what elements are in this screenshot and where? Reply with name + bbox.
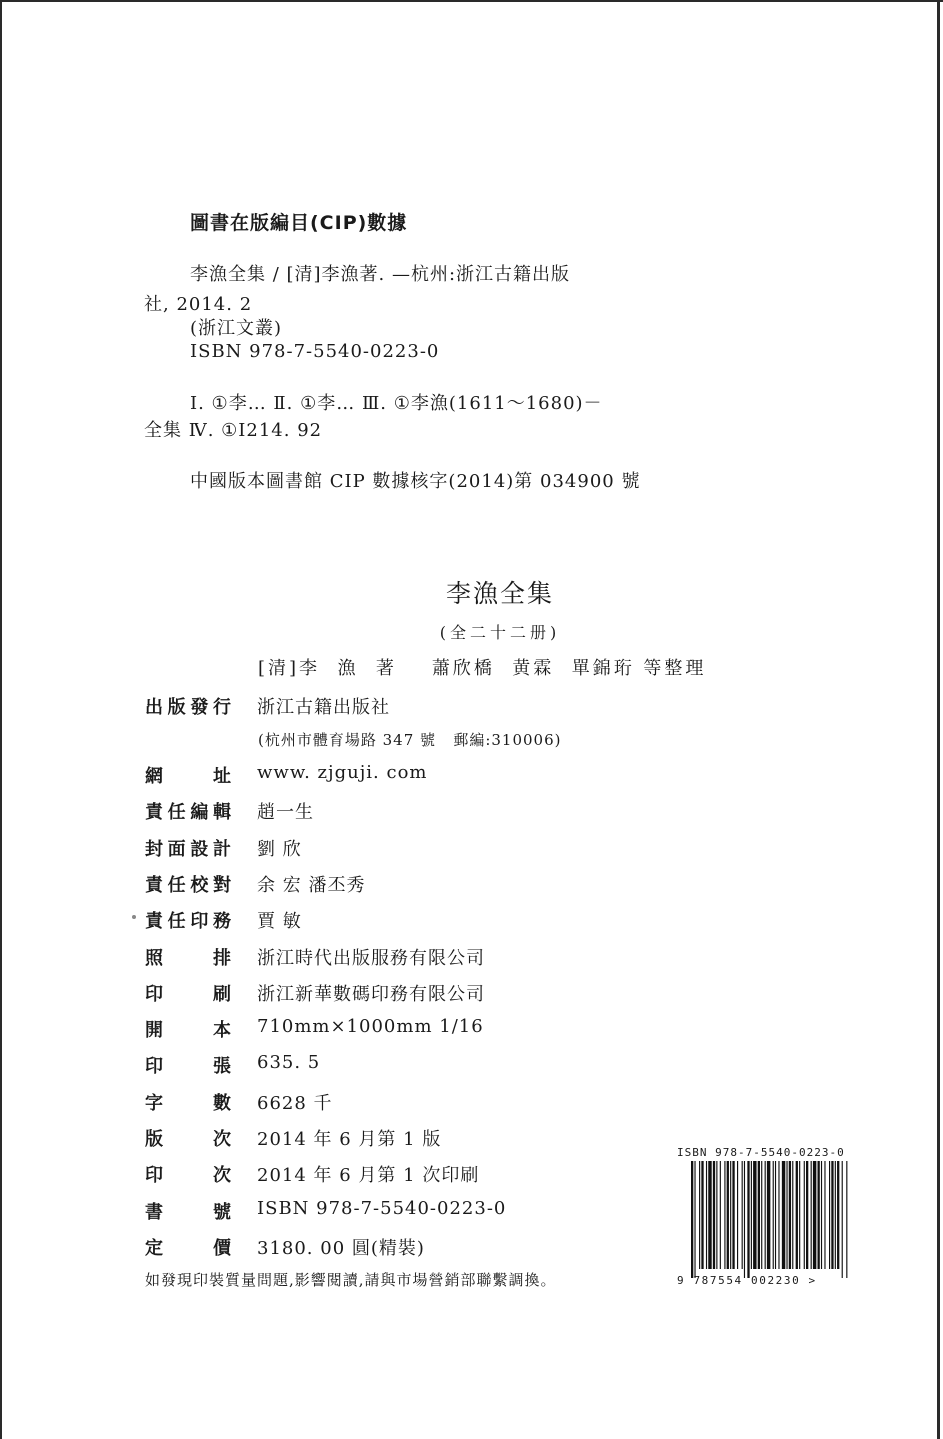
imprint-row-label: 定 價 <box>145 1237 231 1259</box>
barcode-bar <box>792 1161 793 1269</box>
barcode-bar <box>744 1161 745 1278</box>
barcode-bar <box>761 1161 762 1269</box>
imprint-row-value: 劉 欣 <box>257 838 302 860</box>
cip-record-number: 中國版本圖書館 CIP 數據核字(2014)第 034900 號 <box>190 471 641 492</box>
imprint-row-value: 2014 年 6 月第 1 版 <box>257 1129 442 1150</box>
imprint-row-value: 趙一生 <box>257 802 314 824</box>
imprint-row-value: www. zjguji. com <box>257 762 428 783</box>
barcode-bar <box>846 1161 847 1278</box>
barcode-bar <box>737 1161 738 1269</box>
book-title: 李漁全集 <box>445 579 554 608</box>
barcode-bar <box>842 1161 843 1278</box>
barcode-bar <box>786 1161 787 1269</box>
imprint-row-label: 開 本 <box>145 1020 231 1042</box>
barcode-bar <box>796 1161 798 1269</box>
barcode-bar <box>773 1161 774 1269</box>
cip-line: 社, 2014. 2 <box>144 294 253 315</box>
barcode-bar <box>699 1161 700 1269</box>
imprint-row-value: 余 宏 潘丕秀 <box>257 874 366 896</box>
cip-classification: 全集 Ⅳ. ①I214. 92 <box>144 420 323 441</box>
imprint-row-value: 浙江時代出版服務有限公司 <box>257 947 485 969</box>
imprint-row-label: 責 任 印 務 <box>145 911 231 933</box>
book-authors: [清]李 漁 著 蕭欣橋 黄霖 單錦珩 等整理 <box>258 658 707 679</box>
barcode-bar <box>804 1161 805 1269</box>
page-border-top <box>0 0 943 2</box>
barcode-bar <box>724 1161 725 1269</box>
imprint-row-value: ISBN 978-7-5540-0223-0 <box>257 1197 507 1219</box>
barcode-bar <box>831 1161 833 1269</box>
publisher-address: (杭州市體育場路 347 號 郵編:310006) <box>258 731 562 749</box>
barcode-isbn: ISBN 978-7-5540-0223-0 <box>677 1146 845 1159</box>
barcode-bar <box>706 1161 707 1269</box>
barcode-bar <box>727 1161 729 1269</box>
barcode-bar <box>747 1161 749 1278</box>
book-volumes: (全二十二册) <box>439 623 561 642</box>
barcode-bar <box>753 1161 756 1269</box>
barcode-bar <box>775 1161 776 1269</box>
barcode-bar <box>824 1161 825 1269</box>
barcode-bar <box>765 1161 766 1269</box>
barcode-bar <box>708 1161 711 1269</box>
barcode-bar <box>730 1161 731 1269</box>
barcode-digits: 9 787554 002230 > <box>677 1274 817 1287</box>
barcode-bar <box>694 1161 695 1278</box>
imprint-row-value: 浙江新華數碼印務有限公司 <box>257 983 485 1005</box>
imprint-row-value: 賈 敏 <box>257 911 302 933</box>
cip-heading: 圖書在版編目(CIP)數據 <box>190 212 408 234</box>
barcode-bar <box>716 1161 717 1269</box>
barcode-bar <box>813 1161 816 1269</box>
imprint-row-label: 封 面 設 計 <box>145 838 231 860</box>
page-border-left <box>0 0 2 1439</box>
quality-notice: 如發現印裝質量問題,影響閱讀,請與市場營銷部聯繫調換。 <box>145 1271 557 1289</box>
imprint-row-label: 書 號 <box>145 1201 231 1223</box>
barcode-bar <box>829 1161 830 1269</box>
barcode-bar <box>758 1161 760 1269</box>
barcode-bar <box>732 1161 734 1269</box>
cip-isbn: ISBN 978-7-5540-0223-0 <box>190 341 440 362</box>
barcode-bar <box>837 1161 839 1269</box>
barcode-bar <box>821 1161 822 1269</box>
barcode-bar <box>751 1161 752 1269</box>
publisher-name: 浙江古籍出版社 <box>257 697 390 718</box>
imprint-row-label: 版 次 <box>145 1129 231 1150</box>
barcode-bar <box>811 1161 812 1269</box>
imprint-row-label: 責 任 編 輯 <box>145 802 231 824</box>
cip-classification: Ⅰ. ①李… Ⅱ. ①李… Ⅲ. ①李漁(1611～1680)－ <box>190 393 603 414</box>
barcode-bar <box>806 1161 808 1269</box>
page-border-right <box>937 0 940 1439</box>
scan-speck <box>132 915 136 919</box>
barcode-bar <box>742 1161 743 1269</box>
barcode-bar <box>789 1161 791 1269</box>
imprint-row-label: 印 刷 <box>145 983 231 1005</box>
imprint-row-label: 責 任 校 對 <box>145 874 231 896</box>
barcode-bar <box>818 1161 820 1269</box>
imprint-row-value: 710mm×1000mm 1/16 <box>257 1016 484 1038</box>
barcode-bar <box>767 1161 770 1269</box>
barcode-bar <box>713 1161 715 1269</box>
imprint-row-value: 2014 年 6 月第 1 次印刷 <box>257 1165 480 1187</box>
imprint-row-value: 3180. 00 圓(精裝) <box>257 1237 425 1259</box>
imprint-row-value: 635. 5 <box>257 1052 321 1074</box>
publisher-label: 出 版 發 行 <box>145 697 231 718</box>
barcode-bar <box>701 1161 703 1269</box>
barcode-bar <box>782 1161 785 1269</box>
imprint-row-value: 6628 千 <box>257 1092 333 1114</box>
barcode-bar <box>778 1161 779 1269</box>
imprint-row-label: 印 次 <box>145 1165 231 1187</box>
imprint-row-label: 印 張 <box>145 1056 231 1078</box>
cip-line: (浙江文叢) <box>190 318 283 339</box>
barcode-image <box>689 1161 849 1278</box>
barcode-bar <box>835 1161 836 1269</box>
imprint-row-label: 網 址 <box>145 766 231 787</box>
imprint-row-label: 字 數 <box>145 1092 231 1114</box>
cip-line: 李漁全集 / [清]李漁著. —杭州:浙江古籍出版 <box>190 264 571 285</box>
imprint-row-label: 照 排 <box>145 947 231 969</box>
barcode-bar <box>799 1161 800 1269</box>
barcode-bar <box>720 1161 721 1269</box>
barcode-bar <box>691 1161 693 1278</box>
